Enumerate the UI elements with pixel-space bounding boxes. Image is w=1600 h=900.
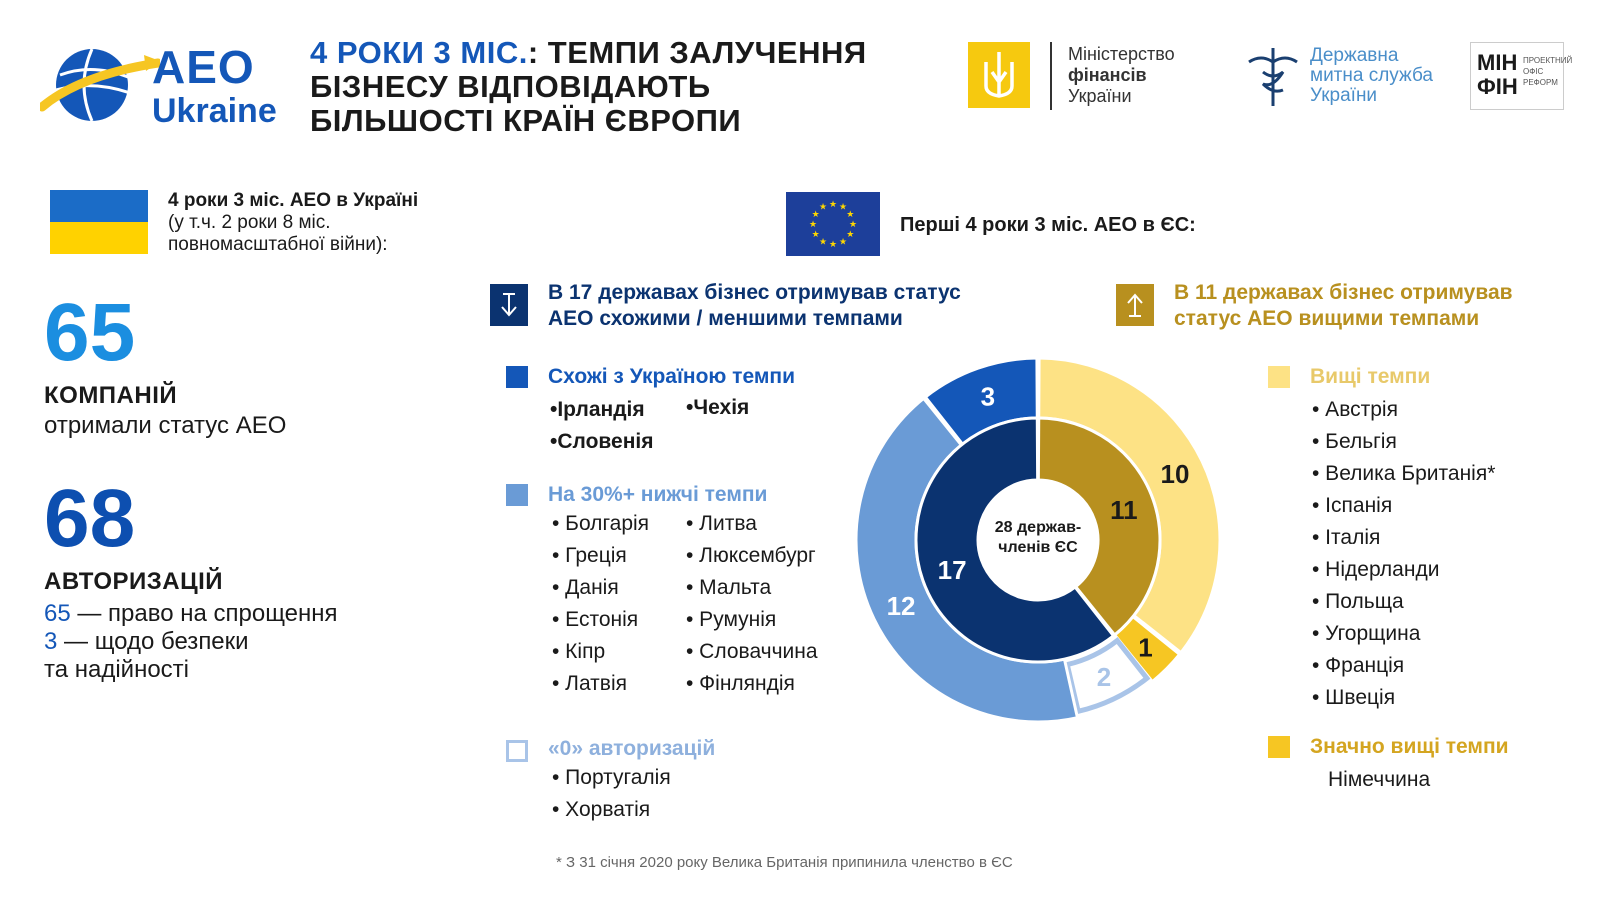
- reform-line1: МІН: [1477, 50, 1518, 75]
- legend-higher-swatch: [1268, 366, 1290, 388]
- eu-flag: [786, 192, 880, 256]
- eu-star-icon: ★: [818, 201, 828, 212]
- list-item: • Греція: [552, 544, 627, 567]
- country-germany: Німеччина: [1328, 768, 1431, 791]
- ukraine-flag: [50, 190, 148, 254]
- faster-line1: В 11 державах бізнес отримував: [1174, 281, 1513, 304]
- authorizations-count: 68: [44, 473, 136, 564]
- ukraine-period: [168, 190, 418, 256]
- arrow-up-icon: [1116, 284, 1154, 326]
- minfin-line3: України: [1068, 86, 1132, 106]
- eu-star-icon: ★: [808, 219, 818, 229]
- divider: [1050, 42, 1052, 110]
- companies-count: 65: [44, 287, 136, 378]
- legend-zero-swatch: [506, 740, 528, 762]
- list-item: • Велика Британія*: [1312, 462, 1496, 485]
- list-item: • Хорватія: [552, 798, 651, 821]
- page-title: [310, 36, 867, 138]
- lower-list-col1: [552, 508, 649, 700]
- auth-simplification-text: — право на спрощення: [70, 600, 338, 627]
- reform-office-logo: [1470, 42, 1573, 110]
- list-item: • Португалія: [552, 766, 671, 789]
- list-item: • Кіпр: [552, 640, 606, 663]
- donut-center-label-2: членів ЄС: [998, 539, 1078, 556]
- authorizations-breakdown: [44, 600, 338, 684]
- outer-label-0: 10: [1160, 459, 1190, 490]
- eu-star-icon: ★: [838, 201, 848, 212]
- ukraine-note-line1: (у т.ч. 2 роки 8 міс.: [168, 212, 331, 233]
- legend-lower-title: На 30%+ нижчі темпи: [548, 483, 768, 506]
- legend-lower-swatch: [506, 484, 528, 506]
- legend-zero-title: «0» авторизацій: [548, 737, 716, 760]
- outer-label-3: 12: [886, 590, 916, 621]
- list-item: • Румунія: [686, 608, 777, 631]
- reform-small1: ПРОЕКТНИЙ: [1523, 56, 1573, 65]
- list-item: • Швеція: [1312, 686, 1396, 709]
- legend-higher-title: Вищі темпи: [1310, 365, 1431, 388]
- list-item: • Бельгія: [1312, 430, 1397, 453]
- eu-star-icon: ★: [848, 219, 858, 229]
- auth-simplification-count: 65: [44, 600, 71, 627]
- companies-text: отримали статус АЕО: [44, 412, 287, 439]
- eu-star-icon: ★: [818, 236, 828, 247]
- ukraine-heading: 4 роки 3 міс. АЕО в Україні: [168, 190, 419, 211]
- trident-icon: [968, 42, 1030, 108]
- title-highlight: 4 РОКИ 3 МІС.: [310, 35, 528, 70]
- customs-emblem-icon: [1245, 44, 1301, 108]
- eu-donut-chart: [852, 354, 1224, 726]
- eu-star-icon: ★: [838, 236, 848, 247]
- ukraine-note-line2: повномасштабної війни):: [168, 234, 388, 255]
- lower-list-col2: [686, 508, 818, 700]
- faster-line2: статус АЕО вищими темпами: [1174, 307, 1480, 330]
- list-item: • Болгарія: [552, 512, 650, 535]
- inner-label-0: 11: [1110, 494, 1138, 525]
- auth-security-text-2: та надійності: [44, 656, 190, 683]
- reform-small2: ОФІС: [1523, 67, 1544, 76]
- list-item: • Данія: [552, 576, 619, 599]
- arrow-down-icon: [490, 284, 528, 326]
- minfin-line2: фінансів: [1068, 65, 1147, 85]
- eu-heading: Перші 4 роки 3 міс. АЕО в ЄС:: [900, 214, 1196, 236]
- outer-label-4: 3: [980, 381, 996, 412]
- legend-similar-title: Схожі з Україною темпи: [548, 365, 795, 388]
- authorizations-label: АВТОРИЗАЦІЙ: [44, 568, 224, 595]
- list-item: • Іспанія: [1312, 494, 1393, 517]
- minfin-label: [1068, 44, 1175, 107]
- outer-label-1: 1: [1138, 632, 1153, 663]
- legend-much-higher-swatch: [1268, 736, 1290, 758]
- eu-star-icon: ★: [828, 199, 838, 209]
- globe-icon: [40, 35, 160, 135]
- list-item: • Литва: [686, 512, 757, 535]
- list-item: • Люксембург: [686, 544, 816, 567]
- slower-line2: АЕО схожими / меншими темпами: [548, 307, 903, 330]
- country-ireland: •Ірландія: [550, 398, 645, 421]
- eu-star-icon: ★: [846, 229, 855, 239]
- country-czechia: •Чехія: [686, 396, 750, 419]
- slower-states-text: [548, 280, 961, 332]
- outer-label-2: 2: [1096, 661, 1112, 692]
- list-item: • Естонія: [552, 608, 639, 631]
- donut-center-label-1: 28 держав-: [994, 519, 1082, 536]
- inner-label-1: 17: [937, 555, 967, 586]
- higher-list: [1312, 394, 1495, 714]
- logo-text-ukraine: Ukraine: [152, 92, 277, 130]
- reform-line2: ФІН: [1477, 74, 1518, 99]
- minfin-line1: Міністерство: [1068, 44, 1175, 64]
- list-item: • Фінляндія: [686, 672, 795, 695]
- legend-similar-swatch: [506, 366, 528, 388]
- title-line1-rest: : ТЕМПИ ЗАЛУЧЕННЯ: [527, 35, 867, 70]
- list-item: • Мальта: [686, 576, 772, 599]
- auth-security-count: 3: [44, 628, 58, 655]
- customs-label: [1310, 46, 1433, 106]
- eu-star-icon: ★: [828, 239, 838, 249]
- list-item: • Угорщина: [1312, 622, 1421, 645]
- list-item: • Словаччина: [686, 640, 818, 663]
- legend-much-higher-title: Значно вищі темпи: [1310, 735, 1509, 758]
- list-item: • Франція: [1312, 654, 1405, 677]
- customs-line2: митна служба: [1310, 65, 1433, 86]
- list-item: • Латвія: [552, 672, 627, 695]
- list-item: • Австрія: [1312, 398, 1398, 421]
- eu-star-icon: ★: [846, 209, 855, 219]
- eu-star-icon: ★: [811, 209, 820, 219]
- eu-star-icon: ★: [811, 229, 820, 239]
- customs-line1: Державна: [1310, 45, 1399, 66]
- title-line3: БІЛЬШОСТІ КРАЇН ЄВРОПИ: [310, 103, 742, 138]
- zero-list: [552, 762, 671, 826]
- footnote: * З 31 січня 2020 року Велика Британія припинила членство в ЄС: [556, 854, 1013, 871]
- reform-small3: РЕФОРМ: [1523, 78, 1558, 87]
- title-line2: БІЗНЕСУ ВІДПОВІДАЮТЬ: [310, 69, 711, 104]
- faster-states-text: [1174, 280, 1513, 332]
- companies-label: КОМПАНІЙ: [44, 382, 178, 409]
- list-item: • Нідерланди: [1312, 558, 1440, 581]
- slower-line1: В 17 державах бізнес отримував статус: [548, 281, 961, 304]
- customs-line3: України: [1310, 85, 1378, 106]
- auth-security-text: — щодо безпеки: [57, 628, 249, 655]
- list-item: • Італія: [1312, 526, 1381, 549]
- list-item: • Польща: [1312, 590, 1404, 613]
- country-slovenia: •Словенія: [550, 430, 654, 453]
- logo-text-aeo: AEO: [152, 41, 255, 93]
